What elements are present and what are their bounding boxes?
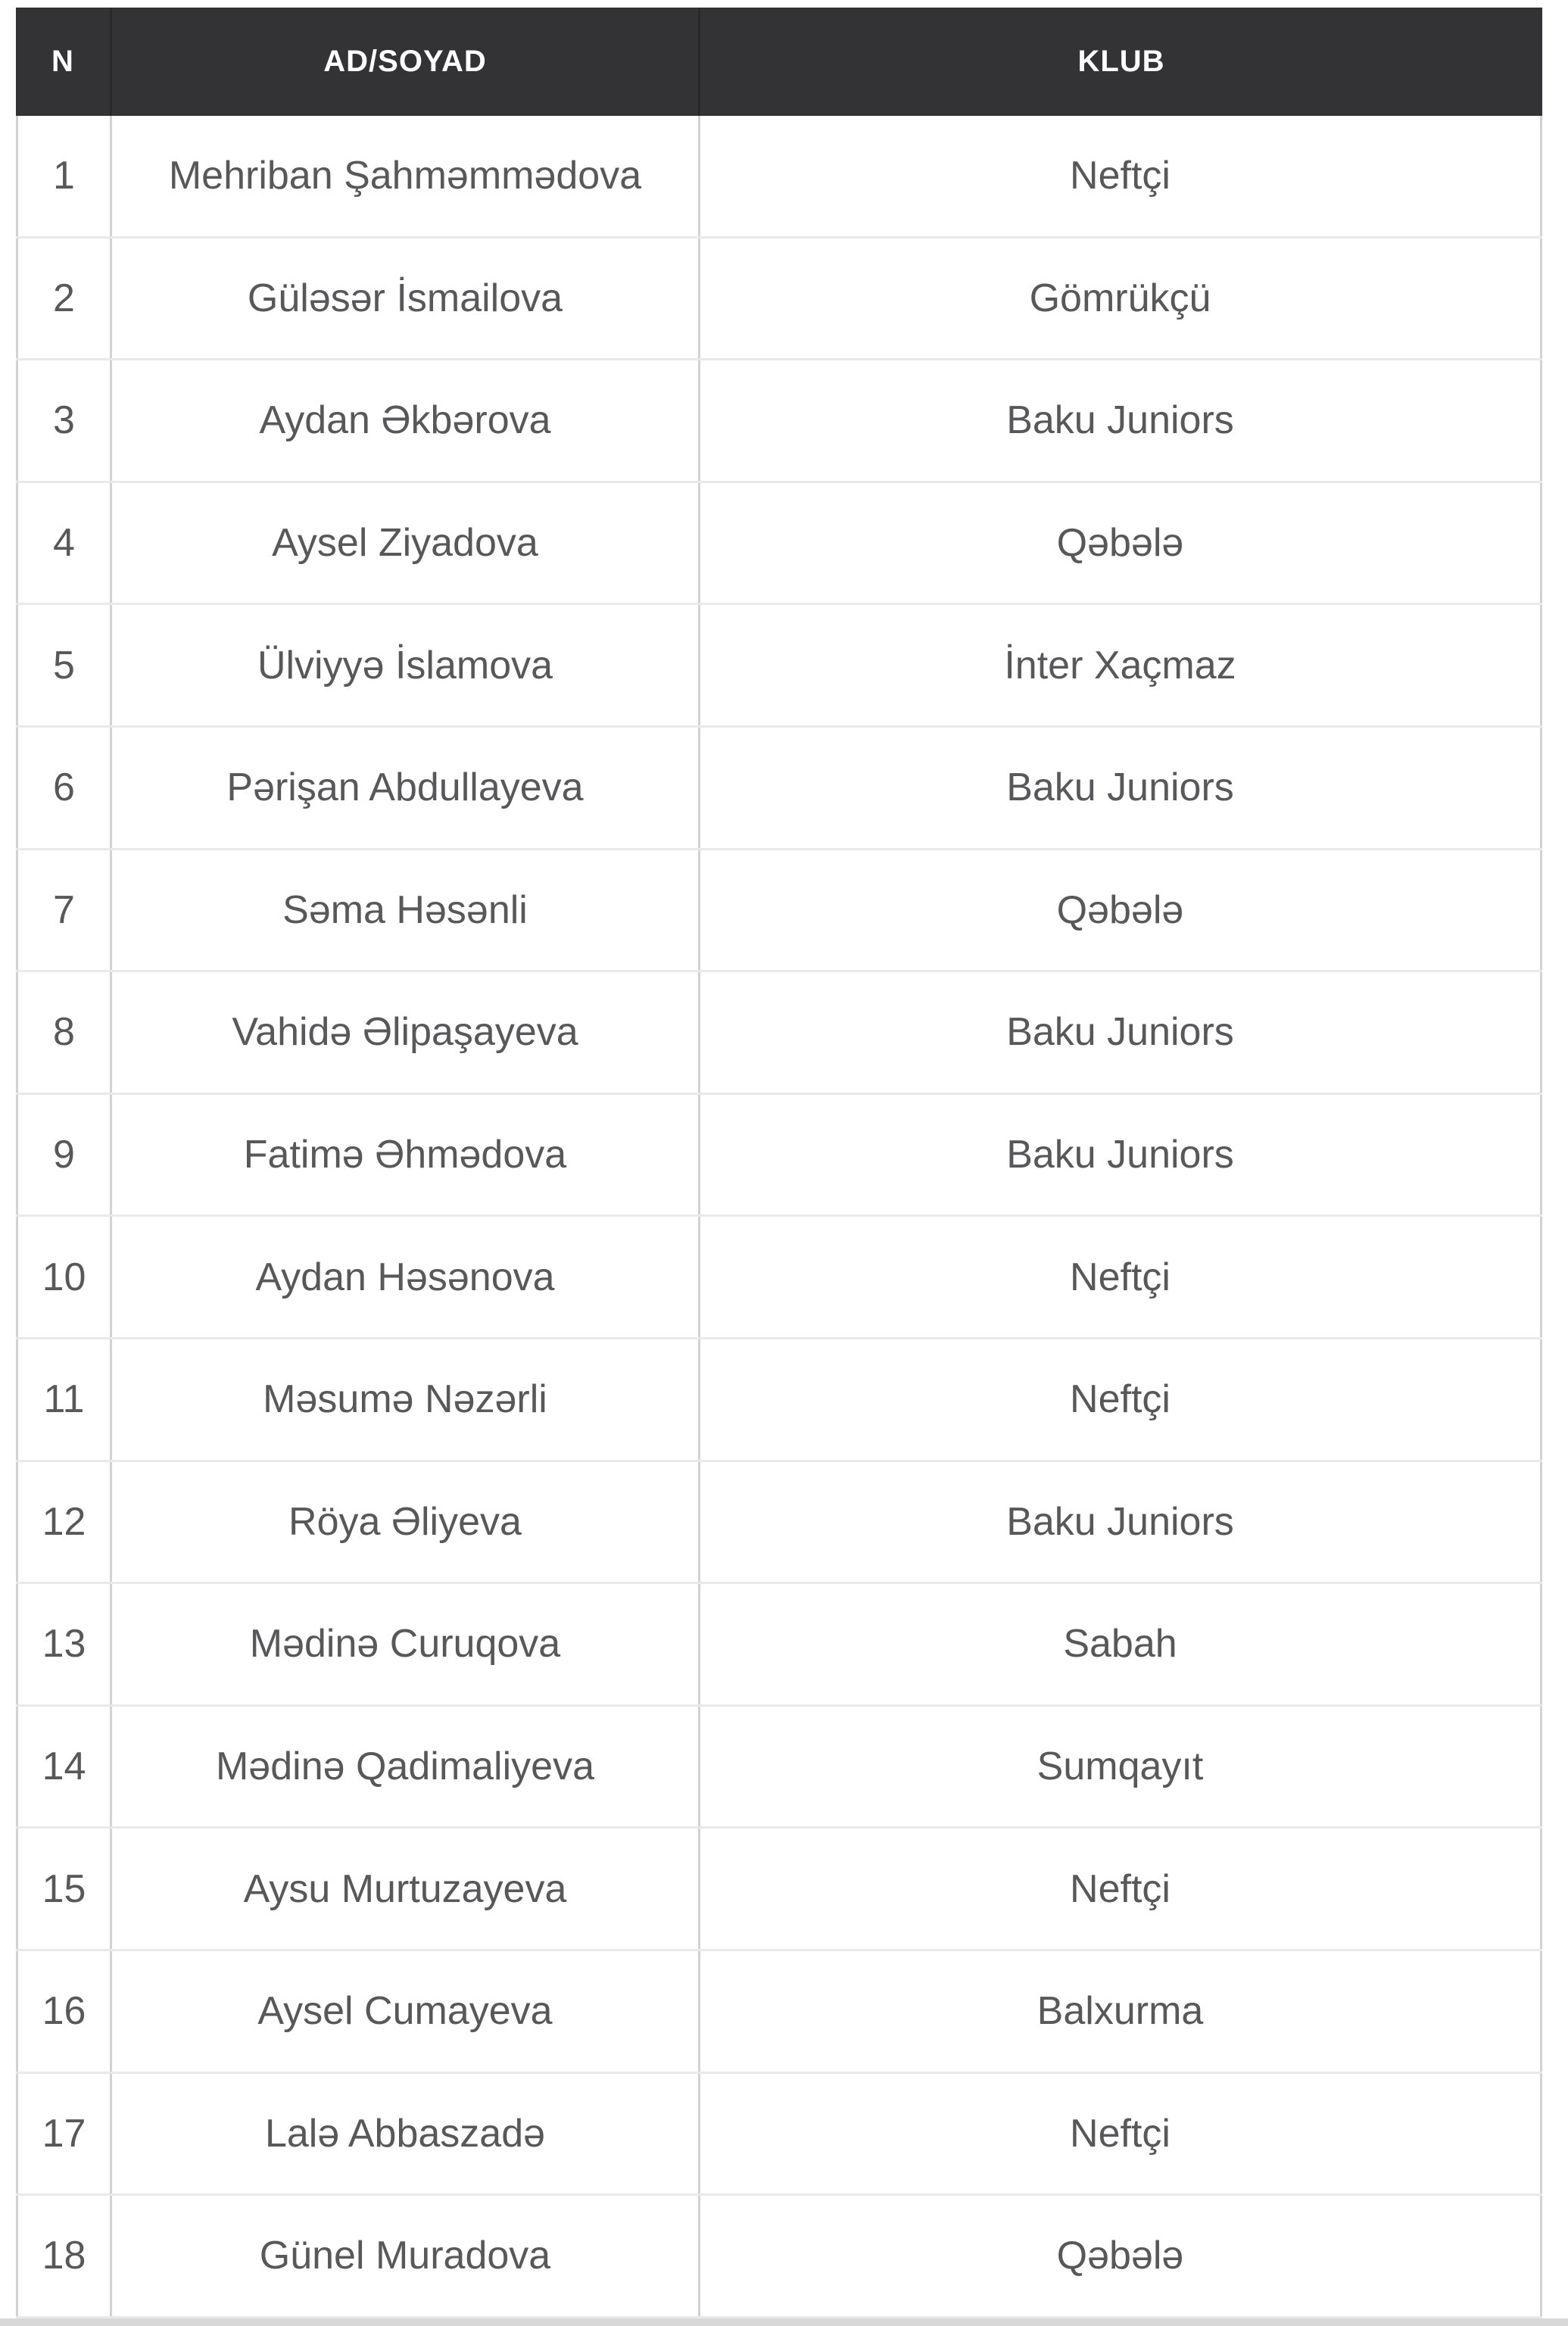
column-header-n: N	[16, 8, 112, 116]
player-name-cell: Mədinə Curuqova	[112, 1584, 700, 1704]
table-header	[16, 8, 1542, 116]
player-name-cell: Aydan Həsənova	[112, 1217, 700, 1337]
column-header-name: AD/SOYAD	[112, 8, 700, 116]
row-number-cell: 3	[16, 360, 112, 481]
player-name-cell: Günel Muradova	[112, 2196, 700, 2316]
table-row	[16, 605, 1542, 728]
row-number-cell: 10	[16, 1217, 112, 1337]
table-row	[16, 1462, 1542, 1585]
club-cell: Neftçi	[700, 1217, 1542, 1337]
row-number-cell: 9	[16, 1095, 112, 1215]
table-row	[16, 2196, 1542, 2318]
row-number-cell: 16	[16, 1951, 112, 2072]
table-row	[16, 1707, 1542, 1829]
club-cell: Qəbələ	[700, 483, 1542, 603]
row-number-cell: 13	[16, 1584, 112, 1704]
player-name-cell: Aysel Cumayeva	[112, 1951, 700, 2072]
player-name-cell: Lalə Abbaszadə	[112, 2074, 700, 2194]
table-row	[16, 1095, 1542, 1218]
club-cell: Baku Juniors	[700, 1095, 1542, 1215]
row-number-cell: 17	[16, 2074, 112, 2194]
table-row	[16, 1217, 1542, 1339]
club-cell: Baku Juniors	[700, 728, 1542, 848]
row-number-cell: 12	[16, 1462, 112, 1582]
player-name-cell: Röya Əliyeva	[112, 1462, 700, 1582]
row-number-cell: 15	[16, 1829, 112, 1949]
club-cell: Neftçi	[700, 1829, 1542, 1949]
player-name-cell: Mədinə Qadimaliyeva	[112, 1707, 700, 1827]
row-number-cell: 14	[16, 1707, 112, 1827]
player-name-cell: Fatimə Əhmədova	[112, 1095, 700, 1215]
player-name-cell: Ülviyyə İslamova	[112, 605, 700, 725]
table-row	[16, 972, 1542, 1095]
club-cell: Sabah	[700, 1584, 1542, 1704]
table-row	[16, 1339, 1542, 1462]
row-number-cell: 11	[16, 1339, 112, 1460]
players-table	[16, 8, 1542, 2318]
row-number-cell: 2	[16, 239, 112, 359]
row-number-cell: 4	[16, 483, 112, 603]
player-name-cell: Mehriban Şahməmmədova	[112, 116, 700, 236]
club-cell: Sumqayıt	[700, 1707, 1542, 1827]
table-row	[16, 850, 1542, 973]
player-name-cell: Aydan Əkbərova	[112, 360, 700, 481]
club-cell: Neftçi	[700, 116, 1542, 236]
table-row	[16, 1584, 1542, 1707]
table-row	[16, 1829, 1542, 1951]
row-number-cell: 6	[16, 728, 112, 848]
club-cell: Neftçi	[700, 2074, 1542, 2194]
player-name-cell: Səma Həsənli	[112, 850, 700, 971]
club-cell: Gömrükçü	[700, 239, 1542, 359]
table-row	[16, 1951, 1542, 2074]
club-cell: Baku Juniors	[700, 972, 1542, 1093]
club-cell: Qəbələ	[700, 2196, 1542, 2316]
player-name-cell: Aysel Ziyadova	[112, 483, 700, 603]
player-name-cell: Aysu Murtuzayeva	[112, 1829, 700, 1949]
club-cell: Baku Juniors	[700, 1462, 1542, 1582]
club-cell: Balxurma	[700, 1951, 1542, 2072]
table-row	[16, 728, 1542, 850]
table-row	[16, 239, 1542, 361]
player-name-cell: Məsumə Nəzərli	[112, 1339, 700, 1460]
club-cell: Qəbələ	[700, 850, 1542, 971]
player-name-cell: Güləsər İsmailova	[112, 239, 700, 359]
column-header-club: KLUB	[1077, 45, 1165, 78]
row-number-cell: 7	[16, 850, 112, 971]
player-name-cell: Vahidə Əlipaşayeva	[112, 972, 700, 1093]
row-number-cell: 8	[16, 972, 112, 1093]
table-body	[16, 116, 1542, 2318]
row-number-cell: 1	[16, 116, 112, 236]
table-row	[16, 360, 1542, 483]
table-row	[16, 2074, 1542, 2197]
club-cell: Neftçi	[700, 1339, 1542, 1460]
row-number-cell: 18	[16, 2196, 112, 2316]
table-row	[16, 483, 1542, 606]
club-cell: İnter Xaçmaz	[700, 605, 1542, 725]
club-cell: Baku Juniors	[700, 360, 1542, 481]
bottom-divider	[0, 2318, 1568, 2326]
player-name-cell: Pərişan Abdullayeva	[112, 728, 700, 848]
table-row	[16, 116, 1542, 239]
row-number-cell: 5	[16, 605, 112, 725]
